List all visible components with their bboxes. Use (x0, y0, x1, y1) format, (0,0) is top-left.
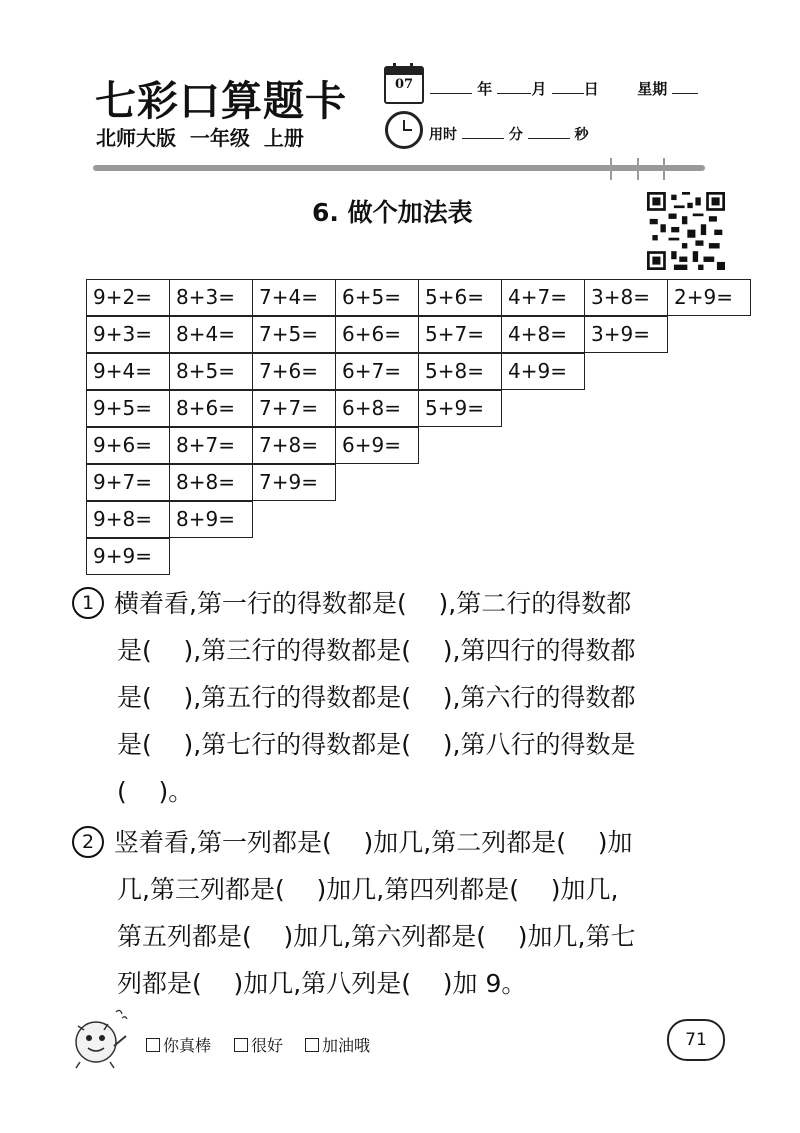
question-text-line: 第五列都是( )加几,第六列都是( )加几,第七 (117, 922, 636, 951)
table-row (87, 502, 751, 539)
divider-tick (637, 158, 639, 180)
time-label: 用时 (429, 127, 457, 143)
table-cell: 4+9= (501, 353, 585, 390)
table-cell: 2+9= (667, 279, 751, 316)
feedback-label: 你真棒 (163, 1036, 212, 1055)
question-text-line: 竖着看,第一列都是( )加几,第二列都是( )加 (114, 828, 633, 857)
table-cell: 9+3= (86, 316, 170, 353)
table-cell: 7+7= (252, 390, 336, 427)
table-cell: 7+8= (252, 427, 336, 464)
brand-title: 七彩口算题卡 (95, 77, 347, 125)
table-cell: 6+9= (335, 427, 419, 464)
table-cell: 9+9= (86, 538, 170, 575)
table-cell: 9+8= (86, 501, 170, 538)
day-label: 日 (583, 80, 599, 98)
table-cell: 3+9= (584, 316, 668, 353)
question-number: 1 (72, 587, 104, 619)
question-2 (72, 819, 732, 1007)
table-cell: 8+3= (169, 279, 253, 316)
question-text-line: 几,第三列都是( )加几,第四列都是( )加几, (117, 875, 619, 904)
table-cell: 4+7= (501, 279, 585, 316)
question-text-line: 横着看,第一行的得数都是( ),第二行的得数都 (114, 589, 632, 618)
feedback-label: 加油哦 (322, 1036, 371, 1055)
table-cell: 9+7= (86, 464, 170, 501)
table-row (87, 280, 751, 317)
table-cell: 8+6= (169, 390, 253, 427)
table-cell: 9+5= (86, 390, 170, 427)
table-cell: 8+5= (169, 353, 253, 390)
year-label: 年 (477, 80, 493, 98)
calendar-number: 07 (394, 77, 414, 92)
table-cell: 7+6= (252, 353, 336, 390)
table-cell: 9+6= (86, 427, 170, 464)
page-number: 71 (667, 1019, 725, 1061)
table-cell: 6+7= (335, 353, 419, 390)
feedback-label: 很好 (251, 1036, 284, 1055)
table-cell: 8+9= (169, 501, 253, 538)
table-cell: 7+5= (252, 316, 336, 353)
table-cell: 6+8= (335, 390, 419, 427)
calendar-icon (384, 66, 424, 104)
table-row (87, 317, 751, 354)
clock-icon (385, 111, 423, 149)
minute-label: 分 (508, 127, 523, 143)
feedback-option[interactable] (146, 1033, 211, 1056)
table-cell: 5+8= (418, 353, 502, 390)
question-number: 2 (72, 826, 104, 858)
question-text-line: 是( ),第七行的得数都是( ),第八行的得数是 (117, 730, 636, 759)
feedback-option[interactable] (234, 1033, 283, 1056)
divider-tick (663, 158, 665, 180)
checkbox-icon (234, 1038, 248, 1052)
addition-table (87, 280, 751, 576)
table-row (87, 428, 751, 465)
checkbox-icon (146, 1038, 160, 1052)
question-text-line: 列都是( )加几,第八列是( )加 9。 (117, 969, 527, 998)
table-cell: 7+9= (252, 464, 336, 501)
divider-tick (610, 158, 612, 180)
checkbox-icon (305, 1038, 319, 1052)
table-cell: 4+8= (501, 316, 585, 353)
feedback-option[interactable] (305, 1033, 370, 1056)
qr-code (647, 192, 725, 270)
table-cell: 8+8= (169, 464, 253, 501)
mascot-illustration (68, 1006, 130, 1070)
table-cell: 5+9= (418, 390, 502, 427)
table-cell: 9+2= (86, 279, 170, 316)
time-line (429, 124, 589, 144)
table-cell: 5+7= (418, 316, 502, 353)
table-cell: 5+6= (418, 279, 502, 316)
weekday-label: 星期 (637, 80, 668, 98)
table-row (87, 391, 751, 428)
table-cell: 6+5= (335, 279, 419, 316)
table-cell: 9+4= (86, 353, 170, 390)
table-cell: 8+4= (169, 316, 253, 353)
section-title: 6. 做个加法表 (312, 198, 473, 227)
month-label: 月 (531, 80, 547, 98)
question-text-line: ( )。 (117, 777, 194, 806)
question-text-line: 是( ),第三行的得数都是( ),第四行的得数都 (117, 636, 636, 665)
header-divider (93, 165, 705, 171)
table-row (87, 539, 751, 576)
table-cell: 6+6= (335, 316, 419, 353)
question-1 (72, 580, 732, 815)
table-cell: 7+4= (252, 279, 336, 316)
second-label: 秒 (574, 127, 589, 143)
date-line (430, 78, 698, 99)
table-cell: 3+8= (584, 279, 668, 316)
table-row (87, 465, 751, 502)
table-row (87, 354, 751, 391)
edition-label: 北师大版 一年级 上册 (96, 126, 304, 150)
question-text-line: 是( ),第五行的得数都是( ),第六行的得数都 (117, 683, 636, 712)
table-cell: 8+7= (169, 427, 253, 464)
